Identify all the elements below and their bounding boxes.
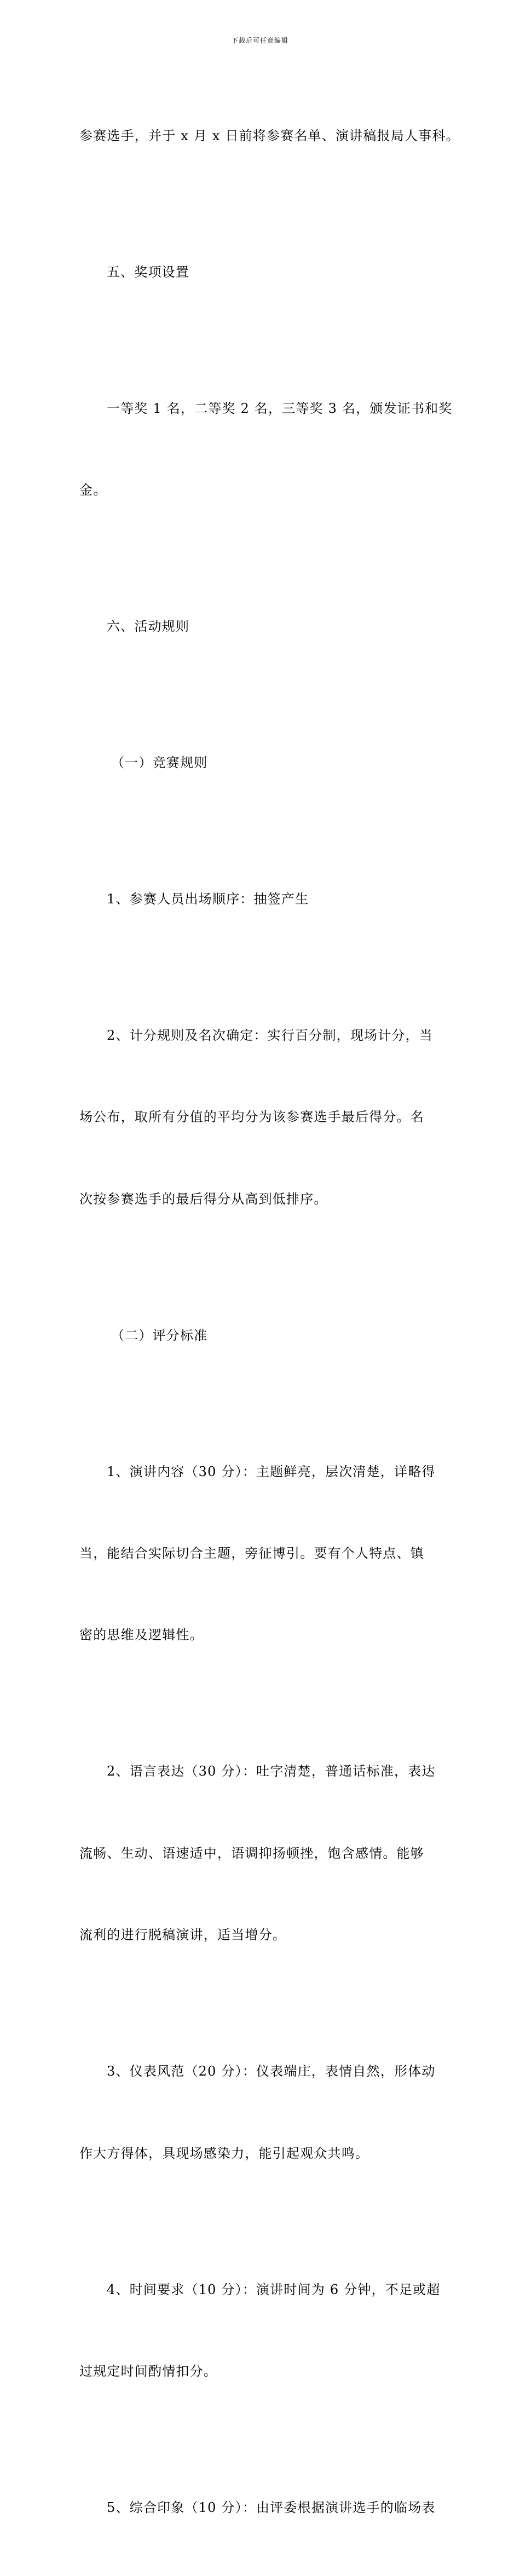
text-line: 2、语言表达（30 分）：吐字清楚，普通话标准，表达 bbox=[107, 1764, 436, 1779]
text-line: （二）评分标准 bbox=[111, 1327, 208, 1343]
page-header: 下载后可任意编辑 bbox=[231, 37, 288, 44]
text-line: 5、综合印象（10 分）：由评委根据演讲选手的临场表 bbox=[107, 2499, 436, 2515]
text-line: 作大方得体，具现场感染力，能引起观众共鸣。 bbox=[79, 2145, 369, 2161]
text-line: 流畅、生动、语速适中，语调抑扬顿挫，饱含感情。能够 bbox=[79, 1845, 424, 1861]
list-item bbox=[79, 1704, 443, 2004]
sub-heading bbox=[79, 1267, 443, 1404]
text-line: 六、活动规则 bbox=[107, 618, 190, 634]
text-line: 流利的进行脱稿演讲，适当增分。 bbox=[79, 1927, 286, 1943]
text-line: 一等奖 1 名，二等奖 2 名，三等奖 3 名，颁发证书和奖 bbox=[107, 400, 453, 416]
list-item bbox=[79, 2004, 443, 2222]
text-line: 参赛选手，并于 x 月 x 日前将参赛名单、演讲稿报局人事科。 bbox=[79, 128, 460, 143]
paragraph bbox=[79, 341, 453, 558]
text-line: 当，能结合实际切合主题，旁征博引。要有个人特点、镇 bbox=[79, 1546, 424, 1561]
text-line: 4、时间要求（10 分）：演讲时间为 6 分钟，不足或超 bbox=[107, 2281, 441, 2297]
list-item bbox=[79, 2222, 443, 2440]
list-item bbox=[79, 831, 443, 967]
list-item bbox=[79, 2440, 443, 2576]
text-line: 五、奖项设置 bbox=[107, 264, 190, 280]
text-line: 1、参赛人员出场顺序：抽签产生 bbox=[107, 891, 309, 907]
paragraph bbox=[79, 68, 460, 204]
text-line: 2、计分规则及名次确定：实行百分制，现场计分，当 bbox=[107, 1027, 434, 1043]
list-item bbox=[79, 967, 443, 1267]
section-heading bbox=[79, 558, 443, 695]
text-line: （一）竞赛规则 bbox=[111, 754, 208, 770]
text-line: 3、仪表风范（20 分）：仪表端庄，表情自然，形体动 bbox=[107, 2064, 436, 2079]
text-line: 过规定时间酌情扣分。 bbox=[79, 2363, 217, 2379]
text-line: 金。 bbox=[79, 482, 107, 498]
document-body bbox=[79, 68, 460, 2576]
section-heading bbox=[79, 204, 443, 341]
text-line: 场公布，取所有分值的平均分为该参赛选手最后得分。名 bbox=[79, 1109, 424, 1125]
text-line: 1、演讲内容（30 分）：主题鲜亮，层次清楚，详略得 bbox=[107, 1463, 436, 1479]
text-line: 密的思维及逻辑性。 bbox=[79, 1627, 204, 1643]
text-line: 次按参赛选手的最后得分从高到低排序。 bbox=[79, 1191, 328, 1207]
sub-heading bbox=[79, 695, 443, 831]
list-item bbox=[79, 1404, 443, 1704]
